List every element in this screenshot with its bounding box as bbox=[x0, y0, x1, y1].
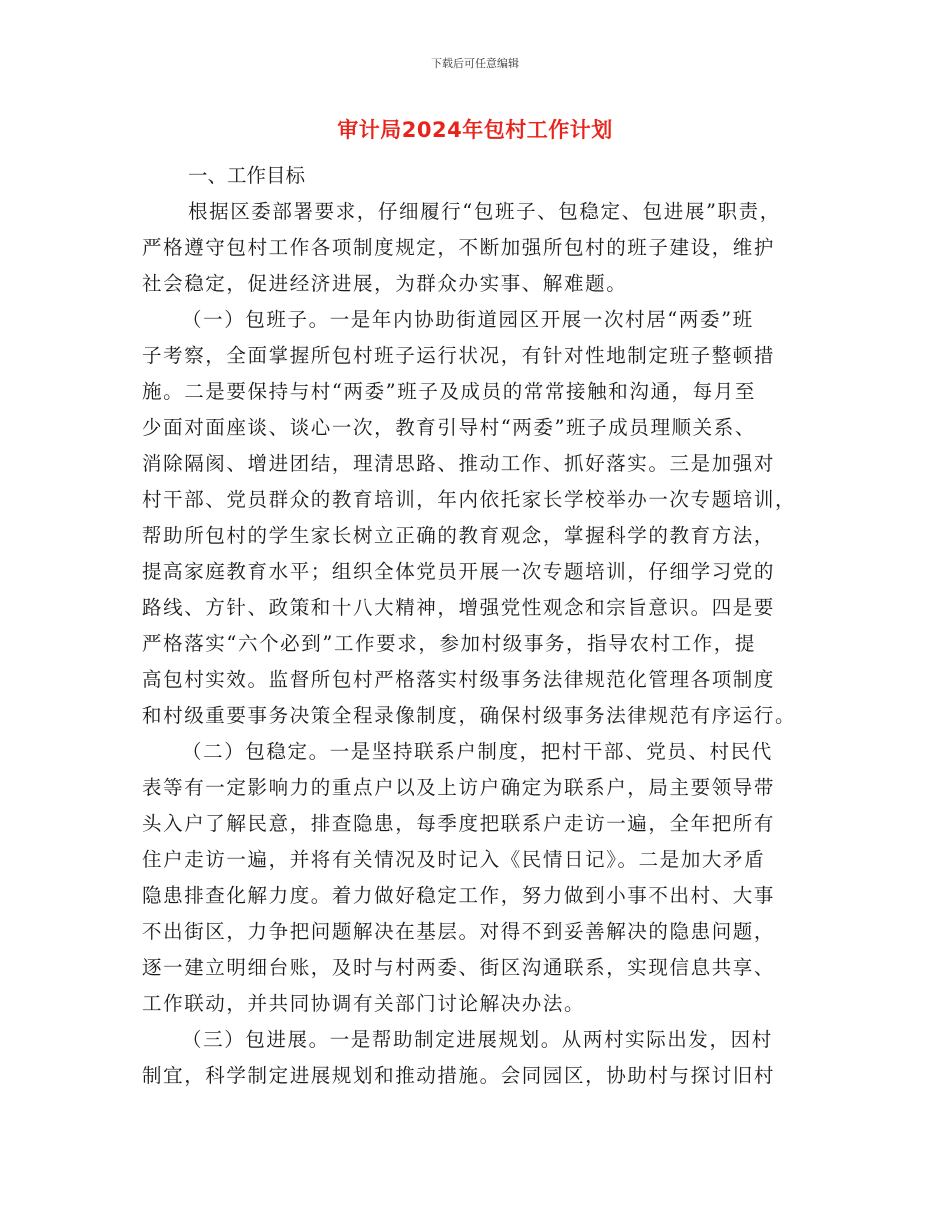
paragraph-development bbox=[142, 1022, 810, 1094]
text-line: （三）包进展。一是帮助制定进展规划。从两村实际出发，因村 bbox=[182, 1028, 773, 1051]
text-line: 帮助所包村的学生家长树立正确的教育观念，掌握科学的教育方法， bbox=[142, 524, 776, 547]
text-line: 施。二是要保持与村“两委”班子及成员的常常接触和沟通，每月至 bbox=[142, 380, 756, 403]
text-line: 隐患排查化解力度。着力做好稳定工作，努力做到小事不出村、大事 bbox=[142, 884, 776, 907]
text-line: 社会稳定，促进经济进展，为群众办实事、解难题。 bbox=[142, 272, 628, 295]
paragraph-stability bbox=[142, 734, 810, 1022]
text-line: 子考察，全面掌握所包村班子运行状况，有针对性地制定班子整顿措 bbox=[142, 344, 776, 367]
text-line: 住户走访一遍，并将有关情况及时记入《民情日记》。二是加大矛盾 bbox=[142, 848, 766, 871]
text-line: 严格落实“六个必到”工作要求，参加村级事务，指导农村工作，提 bbox=[142, 632, 756, 655]
paragraph-goal bbox=[142, 194, 810, 302]
paragraph-leadership bbox=[142, 302, 810, 734]
text-line: 路线、方针、政策和十八大精神，增强党性观念和宗旨意识。四是要 bbox=[142, 596, 776, 619]
text-line: 村干部、党员群众的教育培训，年内依托家长学校举办一次专题培训， bbox=[142, 488, 797, 511]
text-line: 提高家庭教育水平；组织全体党员开展一次专题培训，仔细学习党的 bbox=[142, 560, 776, 583]
text-line: 消除隔阂、增进团结，理清思路、推动工作、抓好落实。三是加强对 bbox=[142, 452, 776, 475]
section-heading: 一、工作目标 bbox=[188, 164, 306, 187]
text-line: 工作联动，并共同协调有关部门讨论解决办法。 bbox=[142, 992, 586, 1015]
text-line: 制宜，科学制定进展规划和推动措施。会同园区，协助村与探讨旧村 bbox=[142, 1064, 776, 1087]
text-line: 少面对面座谈、谈心一次，教育引导村“两委”班子成员理顺关系、 bbox=[142, 416, 756, 439]
text-line: 严格遵守包村工作各项制度规定，不断加强所包村的班子建设，维护 bbox=[142, 236, 776, 259]
text-line: 根据区委部署要求，仔细履行“包班子、包稳定、包进展”职责， bbox=[188, 200, 781, 223]
text-line: 头入户了解民意，排查隐患，每季度把联系户走访一遍，全年把所有 bbox=[142, 812, 776, 835]
text-line: 不出街区，力争把问题解决在基层。对得不到妥善解决的隐患问题， bbox=[142, 920, 776, 943]
text-line: 高包村实效。监督所包村严格落实村级事务法律规范化管理各项制度 bbox=[142, 668, 776, 691]
document-body bbox=[142, 158, 810, 1094]
text-line: （一）包班子。一是年内协助街道园区开展一次村居“两委”班 bbox=[182, 308, 754, 331]
text-line: 表等有一定影响力的重点户以及上访户确定为联系户，局主要领导带 bbox=[142, 776, 776, 799]
header-note: 下载后可任意编辑 bbox=[431, 57, 519, 70]
text-line: （二）包稳定。一是坚持联系户制度，把村干部、党员、村民代 bbox=[182, 740, 773, 763]
text-line: 和村级重要事务决策全程录像制度，确保村级事务法律规范有序运行。 bbox=[142, 704, 797, 727]
document-title: 审计局2024年包村工作计划 bbox=[337, 118, 613, 142]
text-line: 逐一建立明细台账，及时与村两委、街区沟通联系，实现信息共享、 bbox=[142, 956, 776, 979]
